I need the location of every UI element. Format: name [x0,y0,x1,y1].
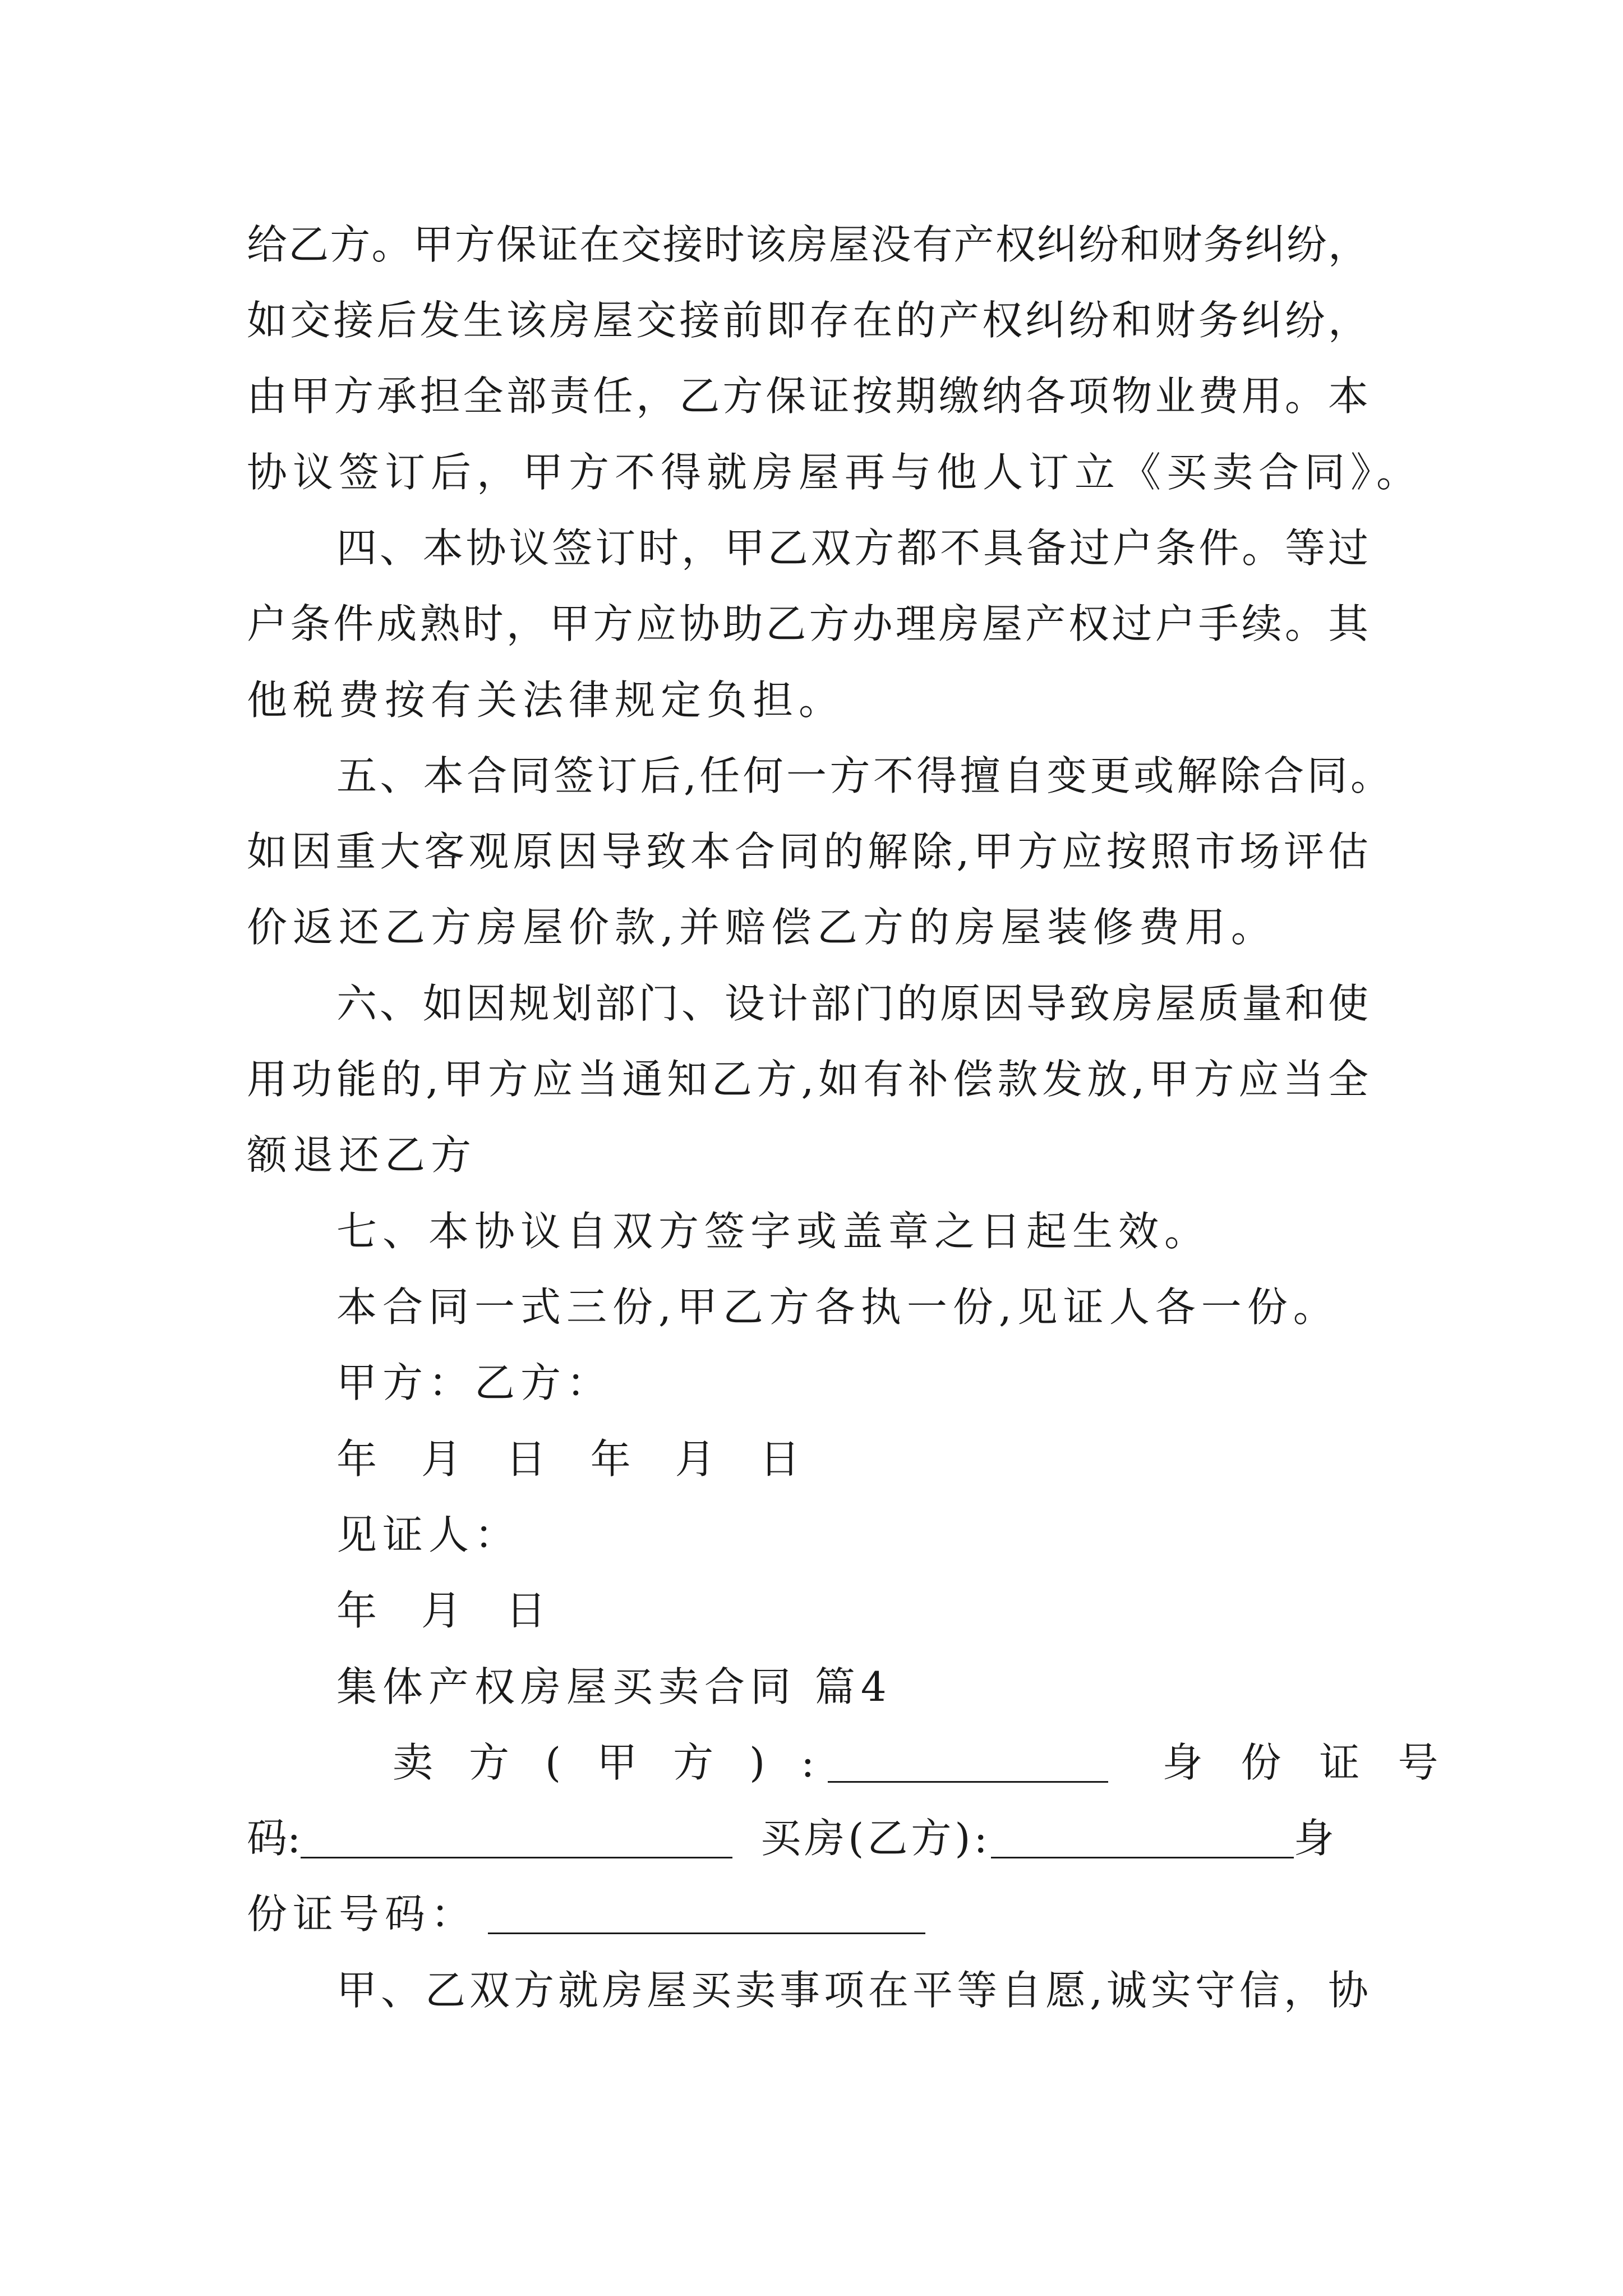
buyer-id-label: 份证号码： [247,1890,477,1938]
paragraph-line: 户条件成熟时，甲方应协助乙方办理房屋产权过户手续。其 [247,600,1368,647]
witness-line: 见证人： [336,1511,521,1558]
seller-name-field[interactable] [828,1746,1108,1783]
paragraph-line: 额退还乙方 [247,1131,477,1179]
paragraph-line: 由甲方承担全部责任，乙方保证按期缴纳各项物业费用。本 [247,372,1368,420]
date-line: 年 月 日 年 月 日 [336,1435,816,1483]
section-title: 集体产权房屋买卖合同 篇4 [336,1663,892,1710]
paragraph-line: 价返还乙方房屋价款,并赔偿乙方的房屋装修费用。 [247,904,1277,951]
buyer-id-field[interactable] [488,1898,925,1934]
clause-five: 五、本合同签订后,任何一方不得擅自变更或解除合同。 [336,752,1391,799]
date-line: 年 月 日 [336,1587,562,1634]
seller-id-field[interactable] [301,1822,732,1858]
clause-four: 四、本协议签订时，甲乙双方都不具备过户条件。等过 [336,524,1368,572]
seller-label: 卖方(甲方): [393,1739,851,1786]
seller-id-label: 身份证号 [1162,1739,1477,1786]
buyer-row [247,1815,1334,1862]
paragraph-line: 他税费按有关法律规定负担。 [247,677,845,724]
paragraph-line: 如因重大客观原因导致本合同的解除,甲方应按照市场评估 [247,828,1368,875]
clause-seven: 七、本协议自双方签字或盖章之日起生效。 [336,1208,1211,1255]
copies-line: 本合同一式三份,甲乙方各执一份,见证人各一份。 [336,1283,1339,1331]
paragraph-line: 如交接后发生该房屋交接前即存在的产权纠纷和财务纠纷， [247,297,1368,344]
seller-row [393,1739,1477,1786]
buyer-name-field[interactable] [991,1822,1294,1858]
paragraph-line: 给乙方。甲方保证在交接时该房屋没有产权纠纷和财务纠纷， [247,221,1368,268]
parties-line: 甲方：乙方： [336,1359,613,1406]
seller-id-label-tail: 码: [247,1815,301,1862]
paragraph-line: 协议签订后，甲方不得就房屋再与他人订立《买卖合同》。 [247,449,1423,496]
buyer-id-label-head: 身 [1293,1815,1334,1862]
paragraph-line: 用功能的,甲方应当通知乙方,如有补偿款发放,甲方应当全 [247,1056,1368,1103]
buyer-label: 买房(乙方): [760,1815,991,1862]
buyer-id-row [247,1890,925,1938]
intro-line: 甲、乙双方就房屋买卖事项在平等自愿,诚实守信，协 [336,1967,1368,2014]
clause-six: 六、如因规划部门、设计部门的原因导致房屋质量和使 [336,980,1368,1027]
